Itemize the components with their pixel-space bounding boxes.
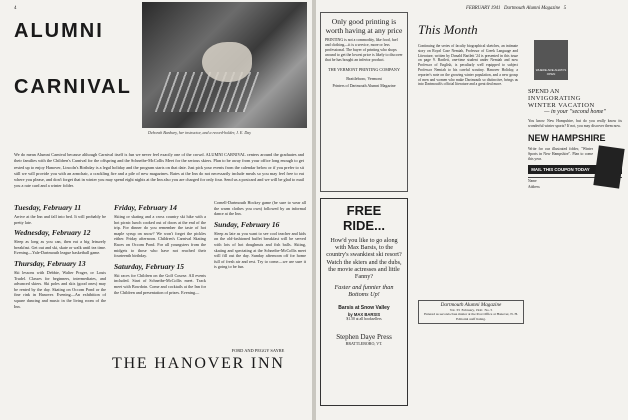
free-ride-tagline: Faster and funnier than Bottoms Up! (334, 284, 394, 299)
column-1 (14, 200, 106, 309)
event-text: Sleep as late as you want to see cool teacher and kids on the old-fashioned buffet breakfast will be served with lots of hot doughnuts and fish balls. Skiing, skating and spectating at the Schneibe-McCollis meet will fill out the day. Sunday afternoon off for home full of fresh air and rest. Try to come—we are sure it is going to be fun. (214, 230, 306, 270)
printing-ad (320, 12, 408, 192)
right-page (316, 0, 628, 420)
printing-headline: Only good printing is worth having at any price (325, 17, 403, 35)
printing-body: PRINTING is not a commodity, like food, fuel and clothing—it is a service, more or less professional. The buyer of printing who shops around to get the lowest price is likely to discover that he has bought an inferior product. (325, 38, 403, 62)
badge-icon: WHERE ARE ALWAYS OPEN (534, 40, 568, 80)
masthead-title: Dartmouth Alumni Magazine (440, 302, 502, 308)
event-text: Skiing or skating and a cross country ski hike with a hot picnic lunch cooked out of doors at the end of the trip. For dinner do you remember the taste of hot maple syrup on snow? We won't forget the pickles either. Friday afternoon. Children's Carnival Skating Races on Occom Pond. For all youngsters from the midgets to those who have not reached their fourteenth birthday. (114, 214, 206, 259)
event-text: Ski races for Children on the Golf Course. All events included. Start of Schneibe-McCollis meet. Track meet with Bowdoin. Come and cocktails at the Inn for the Children and presentation of prizes. Evening— (114, 272, 206, 295)
skiing-photo (142, 2, 307, 128)
publisher-city: BRATTLEBORO, VT. (345, 340, 383, 346)
this-month-title: This Month (418, 22, 478, 37)
masthead-month: February, 1941 (461, 307, 483, 312)
event-text: Sleep as long as you can, then eat a big leisurely breakfast. Get out and ski, skate or walk until tea time. Evening—Yale-Dartmouth league basketball game. (14, 239, 106, 256)
event-day: Sunday, February 16 (214, 219, 280, 229)
event-day: Saturday, February 15 (114, 261, 184, 271)
winter-body-2 (528, 147, 622, 162)
event-text: Arrive at the Inn and fall into bed. It will probably be pretty late. (14, 214, 106, 225)
spend-an: SPEND AN (528, 88, 560, 95)
winter-vacation: WINTER VACATION (528, 102, 595, 109)
masthead-lines: Entered as second-class matter at the Post Office at Hanover, N. H. Editorial staff listing. (424, 312, 518, 321)
mail-coupon-bar: MAIL THIS COUPON TODAY (528, 165, 622, 174)
book-title: Barsis at Snow Valley (338, 304, 390, 311)
masthead-vol: Vol. 33 (449, 307, 460, 312)
invigorating: INVIGORATING (528, 95, 581, 102)
form-address-field[interactable]: Address (528, 185, 540, 189)
event-day: Tuesday, February 11 (14, 203, 82, 212)
ticket-icon (593, 145, 624, 188)
free-ride-body: How'd you like to go along with Max Barsis, to the country's swankiest ski resort? Watch the skiers and the dubs, the movie actresses and little Fanny? (326, 237, 402, 281)
signature: FORD AND PEGGY SAYRE (231, 348, 285, 353)
winter-vacation-ad (528, 40, 622, 190)
event-text: Ski lessons with Debbie, Walter Prager, or Louis Trudel. Classes for beginners, intermediates, and advanced skiers. Ski poles and skis (good ones) may be rented by the day. Skating on Occom Pond or the fine rink in Hanover. Evening—An exhibition of square dancing and music in the living room of the Inn. (14, 269, 106, 309)
masthead-no: No. 5 (484, 307, 493, 312)
left-page (0, 0, 312, 420)
photo-caption: Deborah Banbury, her instructor, and a record-holder, J. E. Day (148, 130, 252, 135)
event-day: Thursday, February 13 (14, 258, 86, 268)
intro-paragraph: We do mean Alumni Carnival because although Carnival itself is fun we never feel exactly one of the crowd. ALUMNI CARNIVAL centers around the graduates and their families with the Children's Carnival for the offspring and the Schneibe-McCollis Meet for the serious skiers. Plan to be away from your office long enough to get rested up to enjoy Hanover, Lincoln's Birthday is a legal holiday and the program starts on that date. Just pick your events from the calendar below or if you prefer to sit still we will provide you with an armchair, a crackling fire and a pile of new magazines. Rates at the Inn do not necessarily include meals so you may feel free to eat where you please, and don't forget that in winter you may spend eight nights at the Inn also you are charged for only four. Send us a postcard and we will be glad to mail you a rate card and a winter folder. (14, 152, 304, 189)
column-3 (214, 200, 306, 309)
printing-company: THE VERMONT PRINTING COMPANY (328, 67, 400, 72)
running-head (466, 6, 566, 11)
event-text: Cornell-Dartmouth Hockey game (be sure to wear all the warm clothes you own) followed by an informal dance at the Inn. (214, 200, 306, 217)
winter-body-2-text: Write for our illustrated folder, "Winter Sports in New Hampshire". Plan to come this year. (528, 147, 593, 161)
page-number: 5 (563, 6, 567, 11)
publisher: Stephen Daye Press (336, 332, 392, 341)
printing-city: Brattleboro, Vermont (346, 76, 382, 81)
book-price: $1.50 at all booksellers (346, 316, 382, 321)
event-columns (14, 200, 306, 309)
inn-name: THE HANOVER INN (112, 355, 285, 372)
form-name-field[interactable]: Name (528, 179, 537, 183)
running-head-date: FEBRUARY 1941 (466, 6, 501, 11)
second-home: — in your "second home" (544, 109, 606, 115)
event-day: Friday, February 14 (114, 203, 177, 212)
running-head-title: Dartmouth Alumni Magazine (504, 6, 561, 11)
event-day: Wednesday, February 12 (14, 228, 91, 238)
state-name: NEW HAMPSHIRE (528, 133, 606, 143)
this-month-section (418, 22, 518, 87)
this-month-body: Continuing the series of faculty biographical sketches, an intimate story on Royal Case Nemiah, Professor of Greek Language and Literature, written by Donald Bartlett '24 is presented in this issue on page 9. Bartlett, one-time student under Nemiah and now Professor of English, is peculiarly well equipped to subject Professor Nemiah to his careful scrutiny. Hanover Holiday, a reporter's note on the growing winter population, and a new group of men and women who make Dartmouth so distinctive, brings us into Dartmouth's official literature and a great deal more. (418, 44, 518, 87)
printing-footer: Printers of Dartmouth Alumni Magazine (332, 84, 396, 88)
column-2 (114, 200, 206, 309)
winter-body: You know New Hampshire, but do you really know its wonderful winter sports? If not, you may discover them now. (528, 119, 622, 128)
masthead (418, 300, 524, 324)
page-header-alumni: ALUMNI (14, 20, 104, 42)
free-ride-ad (320, 198, 408, 406)
page-header-carnival: CARNIVAL (14, 76, 132, 98)
free-ride-headline: FREE RIDE... (343, 203, 385, 233)
left-ad-column (320, 12, 408, 406)
book-author: by MAX BARSIS (347, 311, 381, 317)
page-number: 4 (14, 6, 17, 11)
